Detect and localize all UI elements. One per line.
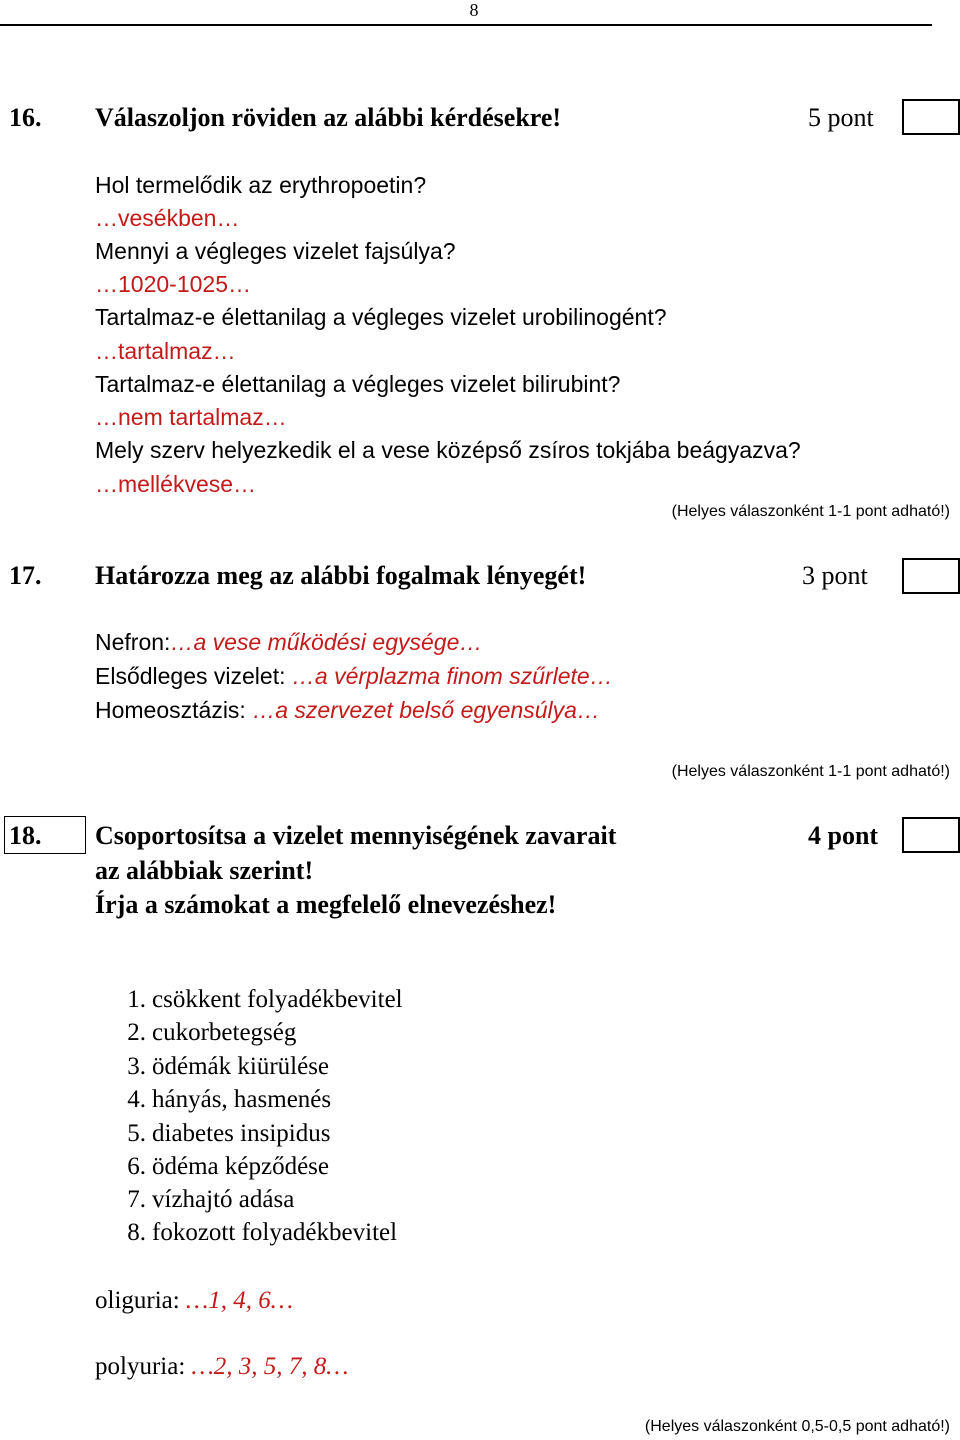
list-item: 4. hányás, hasmenés xyxy=(127,1086,332,1113)
list-item: 5. diabetes insipidus xyxy=(127,1120,331,1147)
page-number: 8 xyxy=(469,0,479,20)
q17-score-box[interactable] xyxy=(902,558,960,594)
q18-points: 4 pont xyxy=(808,821,879,850)
list-item: 2. cukorbetegség xyxy=(127,1019,297,1046)
q18-title-line-1: Csoportosítsa a vizelet mennyiségének zavarait xyxy=(95,821,617,850)
q17-item-1: Nefron:…a vese működési egysége… xyxy=(95,629,483,655)
q17-item-2: Elsődleges vizelet: …a vérplazma finom szűrlete… xyxy=(95,663,613,689)
q16-answer-1: …vesékben… xyxy=(95,205,240,231)
header-rule xyxy=(0,24,932,26)
q18-number: 18. xyxy=(9,821,42,850)
list-item: 6. ödéma képződése xyxy=(127,1153,330,1180)
q17-number: 17. xyxy=(9,561,42,590)
list-item: 1. csökkent folyadékbevitel xyxy=(127,986,403,1013)
q16-question-2: Mennyi a végleges vizelet fajsúlya? xyxy=(95,238,456,264)
q18-title-line-2: az alábbiak szerint! xyxy=(95,856,314,885)
q17-points: 3 pont xyxy=(802,561,868,590)
q18-scoring-note: (Helyes válaszonként 0,5-0,5 pont adható!) xyxy=(644,1418,950,1435)
q16-title: Válaszoljon röviden az alábbi kérdésekre! xyxy=(95,103,562,132)
q16-question-5: Mely szerv helyezkedik el a vese középső zsíros tokjába beágyazva? xyxy=(95,437,801,463)
q18-score-box[interactable] xyxy=(902,817,960,853)
q16-answer-4: …nem tartalmaz… xyxy=(95,404,287,430)
polyuria-line: polyuria: …2, 3, 5, 7, 8… xyxy=(95,1353,349,1380)
q18-title-line-3: Írja a számokat a megfelelő elnevezéshez! xyxy=(95,890,557,919)
q16-score-box[interactable] xyxy=(902,99,960,135)
q16-number: 16. xyxy=(9,103,42,132)
q17-title: Határozza meg az alábbi fogalmak lényegét! xyxy=(95,561,587,590)
list-item: 8. fokozott folyadékbevitel xyxy=(127,1219,398,1246)
q16-question-3: Tartalmaz-e élettanilag a végleges vizelet urobilinogént? xyxy=(95,304,667,330)
q16-question-4: Tartalmaz-e élettanilag a végleges vizelet bilirubint? xyxy=(95,371,621,397)
q16-points: 5 pont xyxy=(808,103,874,132)
q16-answer-5: …mellékvese… xyxy=(95,471,257,497)
q16-question-1: Hol termelődik az erythropoetin? xyxy=(95,172,427,198)
q17-scoring-note: (Helyes válaszonként 1-1 pont adható!) xyxy=(671,763,950,780)
q16-answer-2: …1020-1025… xyxy=(95,271,251,297)
q16-answer-3: …tartalmaz… xyxy=(95,338,236,364)
q16-scoring-note: (Helyes válaszonként 1-1 pont adható!) xyxy=(671,503,950,520)
oliguria-line: oliguria: …1, 4, 6… xyxy=(95,1287,293,1314)
q17-item-3: Homeosztázis: …a szervezet belső egyensúlya… xyxy=(95,697,600,723)
list-item: 7. vízhajtó adása xyxy=(127,1186,295,1213)
list-item: 3. ödémák kiürülése xyxy=(127,1053,330,1080)
